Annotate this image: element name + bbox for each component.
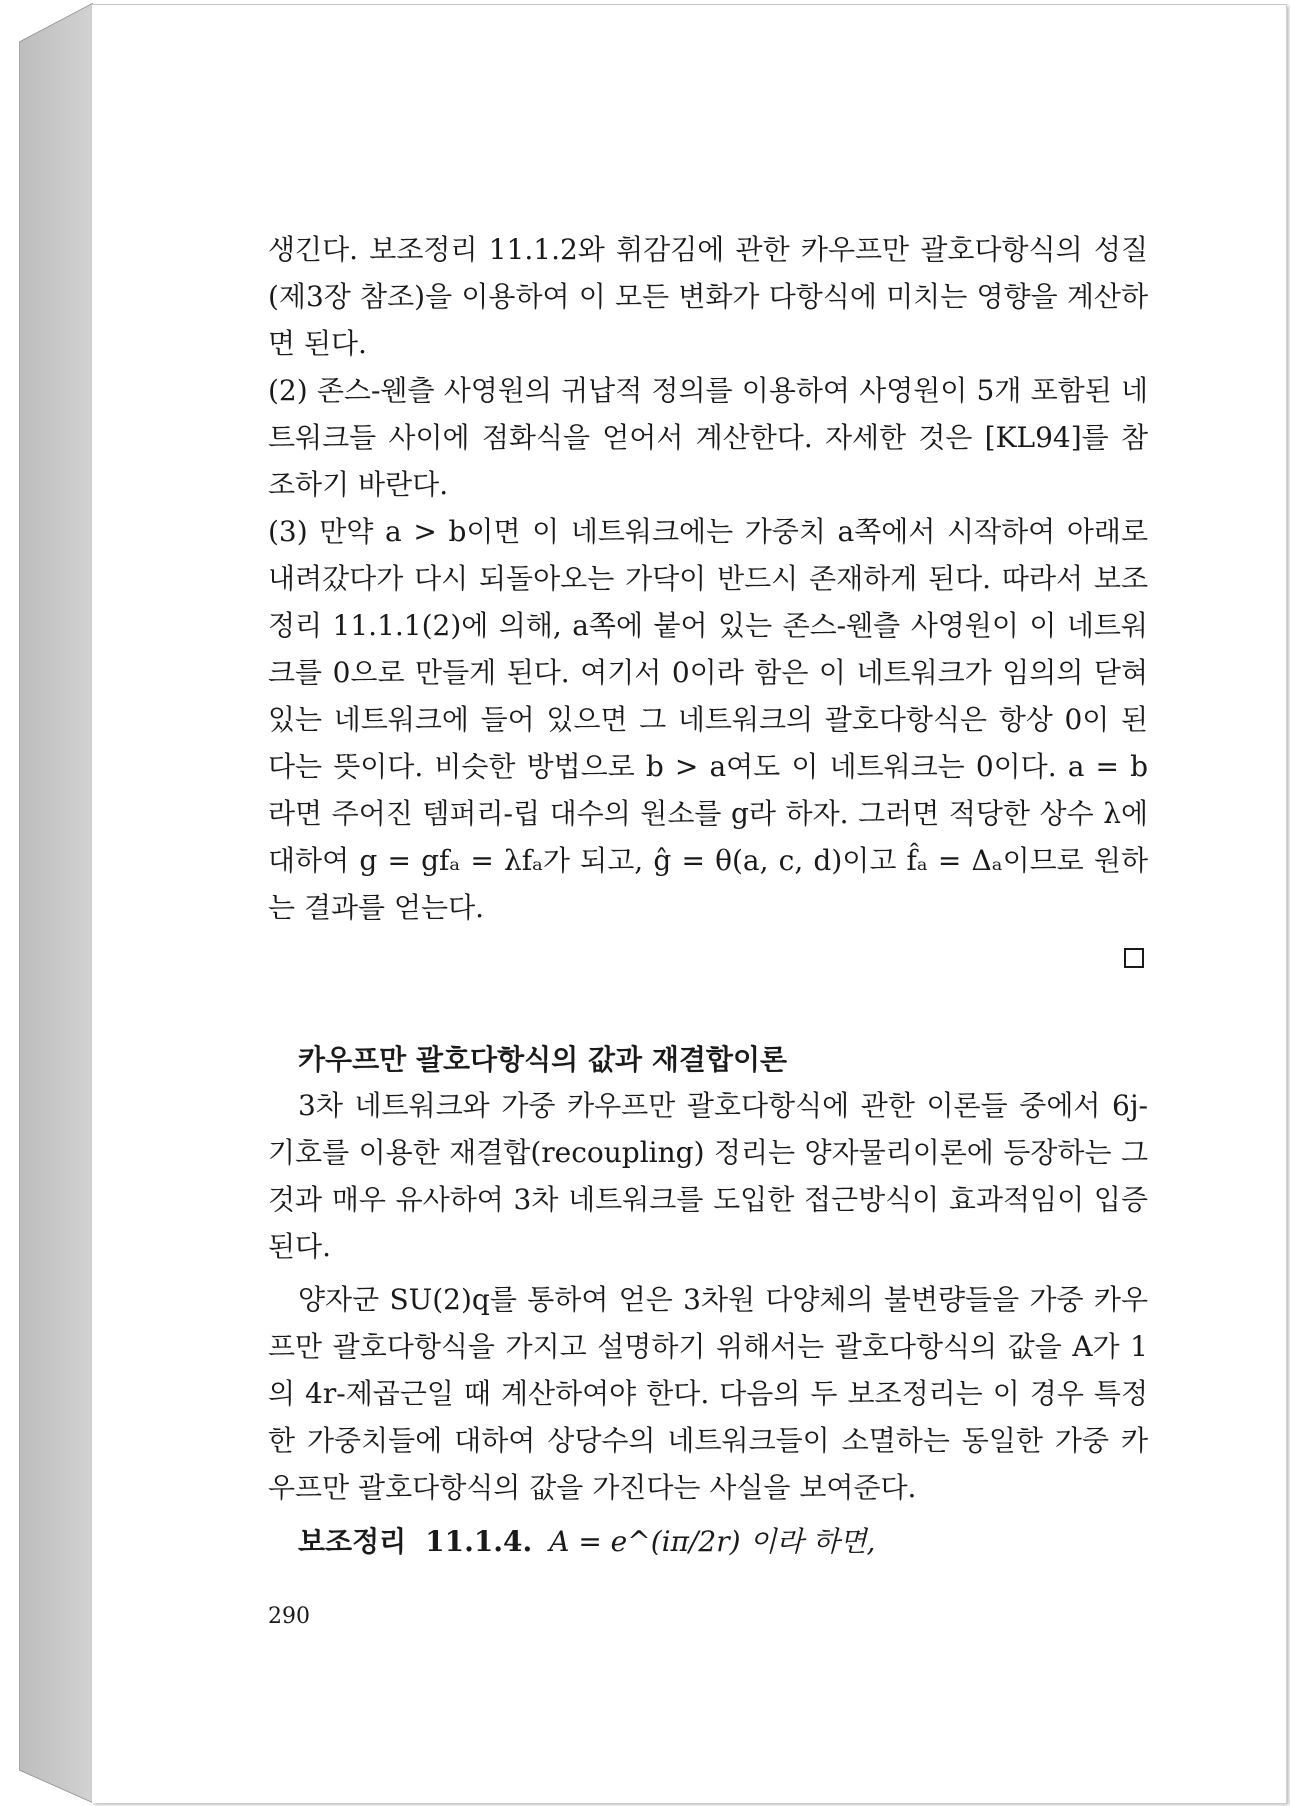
section-heading: 카우프만 괄호다항식의 값과 재결합이론 — [298, 1043, 788, 1076]
lemma-statement-line — [298, 1520, 875, 1560]
lemma-formula: A = e^(iπ/2r) 이라 하면, — [549, 1525, 876, 1558]
body-text-bottom — [268, 1082, 1148, 1511]
qed-square-icon — [1124, 948, 1144, 968]
paragraph-3: (3) 만약 a > b이면 이 네트워크에는 가중치 a쪽에서 시작하여 아래로 내려갔다가 다시 되돌아오는 가닥이 반드시 존재하게 된다. 따라서 보조정리 11.1.1(2)에 의해, a쪽에 붙어 있는 존스-웬츨 사영원이 이 네트워크를 0으로 만들게 된다. 여기서 0이라 함은 이 네트워크가 임의의 닫혀있는 네트워크에 들어 있으면 그 네트워크의 괄호다항식은 항상 0이 된다는 뜻이다. 비슷한 방법으로 b > a여도 이 네트워크는 0이다. a = b라면 주어진 템퍼리-립 대수의 원소를 g라 하자. 그러면 적당한 상수 λ에 대하여 g = gfₐ = λfₐ가 되고, ĝ = θ(a, c, d)이고 f̂ₐ = Δₐ이므로 원하는 결과를 얻는다. — [268, 515, 1148, 924]
paragraph-2: (2) 존스-웬츨 사영원의 귀납적 정의를 이용하여 사영원이 5개 포함된 네트워크들 사이에 점화식을 얻어서 계산한다. 자세한 것은 [KL94]를 참조하기 바란다. — [268, 374, 1148, 501]
lemma-number: 11.1.4. — [425, 1525, 533, 1558]
paragraph-1: 생긴다. 보조정리 11.1.2와 휘감김에 관한 카우프만 괄호다항식의 성질(제3장 참조)을 이용하여 이 모든 변화가 다항식에 미치는 영향을 계산하면 된다. — [268, 233, 1148, 360]
body-text-top — [268, 226, 1148, 931]
lemma-label: 보조정리 — [298, 1525, 407, 1558]
paragraph-5: 양자군 SU(2)q를 통하여 얻은 3차원 다양체의 불변량들을 가중 카우프만 괄호다항식을 가지고 설명하기 위해서는 괄호다항식의 값을 A가 1의 4r-제곱근일 때 계산하여야 한다. 다음의 두 보조정리는 이 경우 특정한 가중치들에 대하여 상당수의 네트워크들이 소멸하는 동일한 가중 카우프만 괄호다항식의 값을 가진다는 사실을 보여준다. — [268, 1283, 1148, 1504]
page-number: 290 — [268, 1604, 310, 1629]
paragraph-4: 3차 네트워크와 가중 카우프만 괄호다항식에 관한 이론들 중에서 6j-기호를 이용한 재결합(recoupling) 정리는 양자물리이론에 등장하는 그것과 매우 유사하여 3차 네트워크를 도입한 접근방식이 효과적임이 입증된다. — [268, 1089, 1148, 1263]
